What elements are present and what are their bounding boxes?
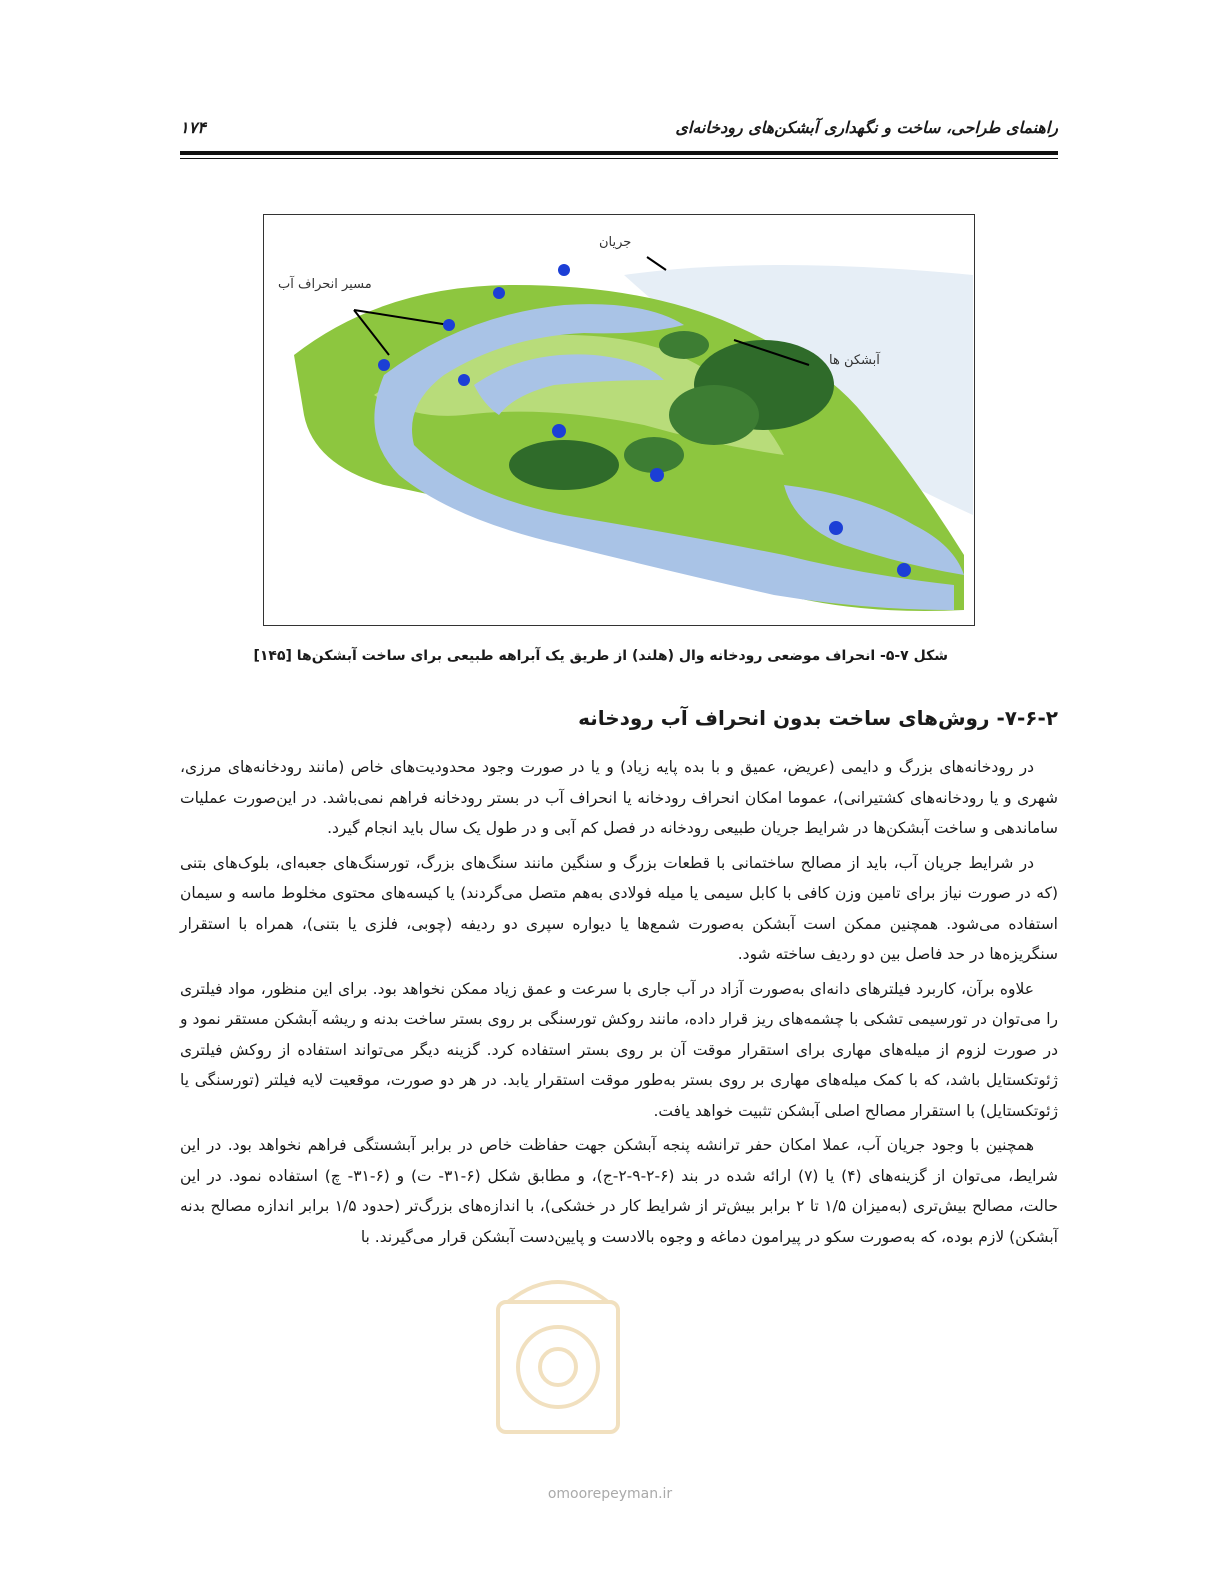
watermark-site: omoorepeyman.ir — [547, 1486, 673, 1502]
flow-label: جریان — [599, 235, 632, 250]
groynes-label: آبشکن ها — [829, 353, 880, 368]
river-diversion-figure — [263, 214, 975, 626]
paragraph-1: در رودخانه‌های بزرگ و دایمی (عریض، عمیق و با بده پایه زیاد) و یا در صورت وجود محدودیت‌های خاص (مانند رودخانه‌های مرزی، شهری و یا رودخانه‌های کشتیرانی)، عموما امکان انحراف رودخانه یا انحراف آب در بستر رودخانه فراهم نمی‌باشد. در این‌صورت عملیات ساماندهی و ساخت آبشکن‌ها در شرایط جریان طبیعی رودخانه در فصل کم آبی و در طول یک سال باید انجام گیرد. — [180, 758, 1058, 837]
header-rule-thick — [180, 151, 1058, 155]
body-text — [180, 752, 1058, 1256]
header-title: راهنمای طراحی، ساخت و نگهداری آبشکن‌های رودخانه‌ای — [675, 118, 1058, 137]
running-header — [180, 118, 1058, 162]
section-heading: ۷-۶-۲- روش‌های ساخت بدون انحراف آب رودخانه — [578, 706, 1058, 730]
watermark-seal-icon — [488, 1262, 628, 1442]
paragraph-3: علاوه برآن، کاربرد فیلترهای دانه‌ای به‌صورت آزاد در آب جاری با سرعت و عمق زیاد ممکن نخواهد بود. برای این منظور، مواد فیلتری را می‌توان در تورسیمی تشکی با چشمه‌های ریز قرار داده، مانند روکش تورسنگی بر روی بستر ساخت بدنه و ریشه آبشکن مستقر نمود و در صورت لزوم از میله‌های مهاری برای استقرار موقت آن بر روی بستر استفاده کرد. گزینه دیگر می‌تواند استفاده از روکش فیلتری ژئوتکستایل باشد، که با کمک میله‌های مهاری بر روی بستر به‌طور موقت استقرار یابد. در هر دو صورت، موقعیت لایه فیلتر (تورسنگی یا ژئوتکستایل) با استقرار مصالح اصلی آبشکن تثبیت خواهد یافت. — [180, 979, 1058, 1120]
paragraph-2: در شرایط جریان آب، باید از مصالح ساختمانی با قطعات بزرگ و سنگین مانند سنگ‌های بزرگ، تورسنگ‌های جعبه‌ای، بلوک‌های بتنی (که در صورت نیاز برای تامین وزن کافی با کابل سیمی یا میله فولادی به‌هم متصل می‌گردند) یا کیسه‌های محتوی مخلوط ماسه و سیمان استفاده می‌شود. همچنین ممکن است آبشکن به‌صورت شمع‌ها یا دیواره سپری دو ردیفه (چوبی، فلزی یا بتنی)، همراه با استقرار سنگریزه‌ها در حد فاصل بین دو ردیف ساخته شود. — [180, 853, 1058, 963]
paragraph-4: همچنین با وجود جریان آب، عملا امکان حفر ترانشه پنجه آبشکن جهت حفاظت خاص در برابر آبشستگی فراهم نخواهد بود. در این شرایط، می‌توان از گزینه‌های (۴) یا (۷) ارائه شده در بند (۶-۲-۹-۲-ج)، و مطابق شکل (۶-۳۱- ت) و (۶-۳۱- چ) استفاده نمود. در این حالت، مصالح بیش‌تری (به‌میزان ۱/۵ تا ۲ برابر بیش‌تر از شرایط کار در خشکی)، با اندازه‌های بزرگ‌تر (حدود ۱/۵ برابر اندازه مصالح بدنه آبشکن) لازم بوده، که به‌صورت سکو در پیرامون دماغه و وجوه بالادست و پایین‌دست آبشکن قرار می‌گیرند. با — [180, 1136, 1059, 1246]
diversion-path-label: مسیر انحراف آب — [278, 277, 372, 292]
header-rule-thin — [180, 158, 1058, 159]
figure-caption: شکل ۷-۵- انحراف موضعی رودخانه وال (هلند) از طریق یک آبراهه طبیعی برای ساخت آبشکن‌ها [۱۴۵] — [253, 648, 948, 664]
page-number: ۱۷۴ — [180, 118, 206, 137]
